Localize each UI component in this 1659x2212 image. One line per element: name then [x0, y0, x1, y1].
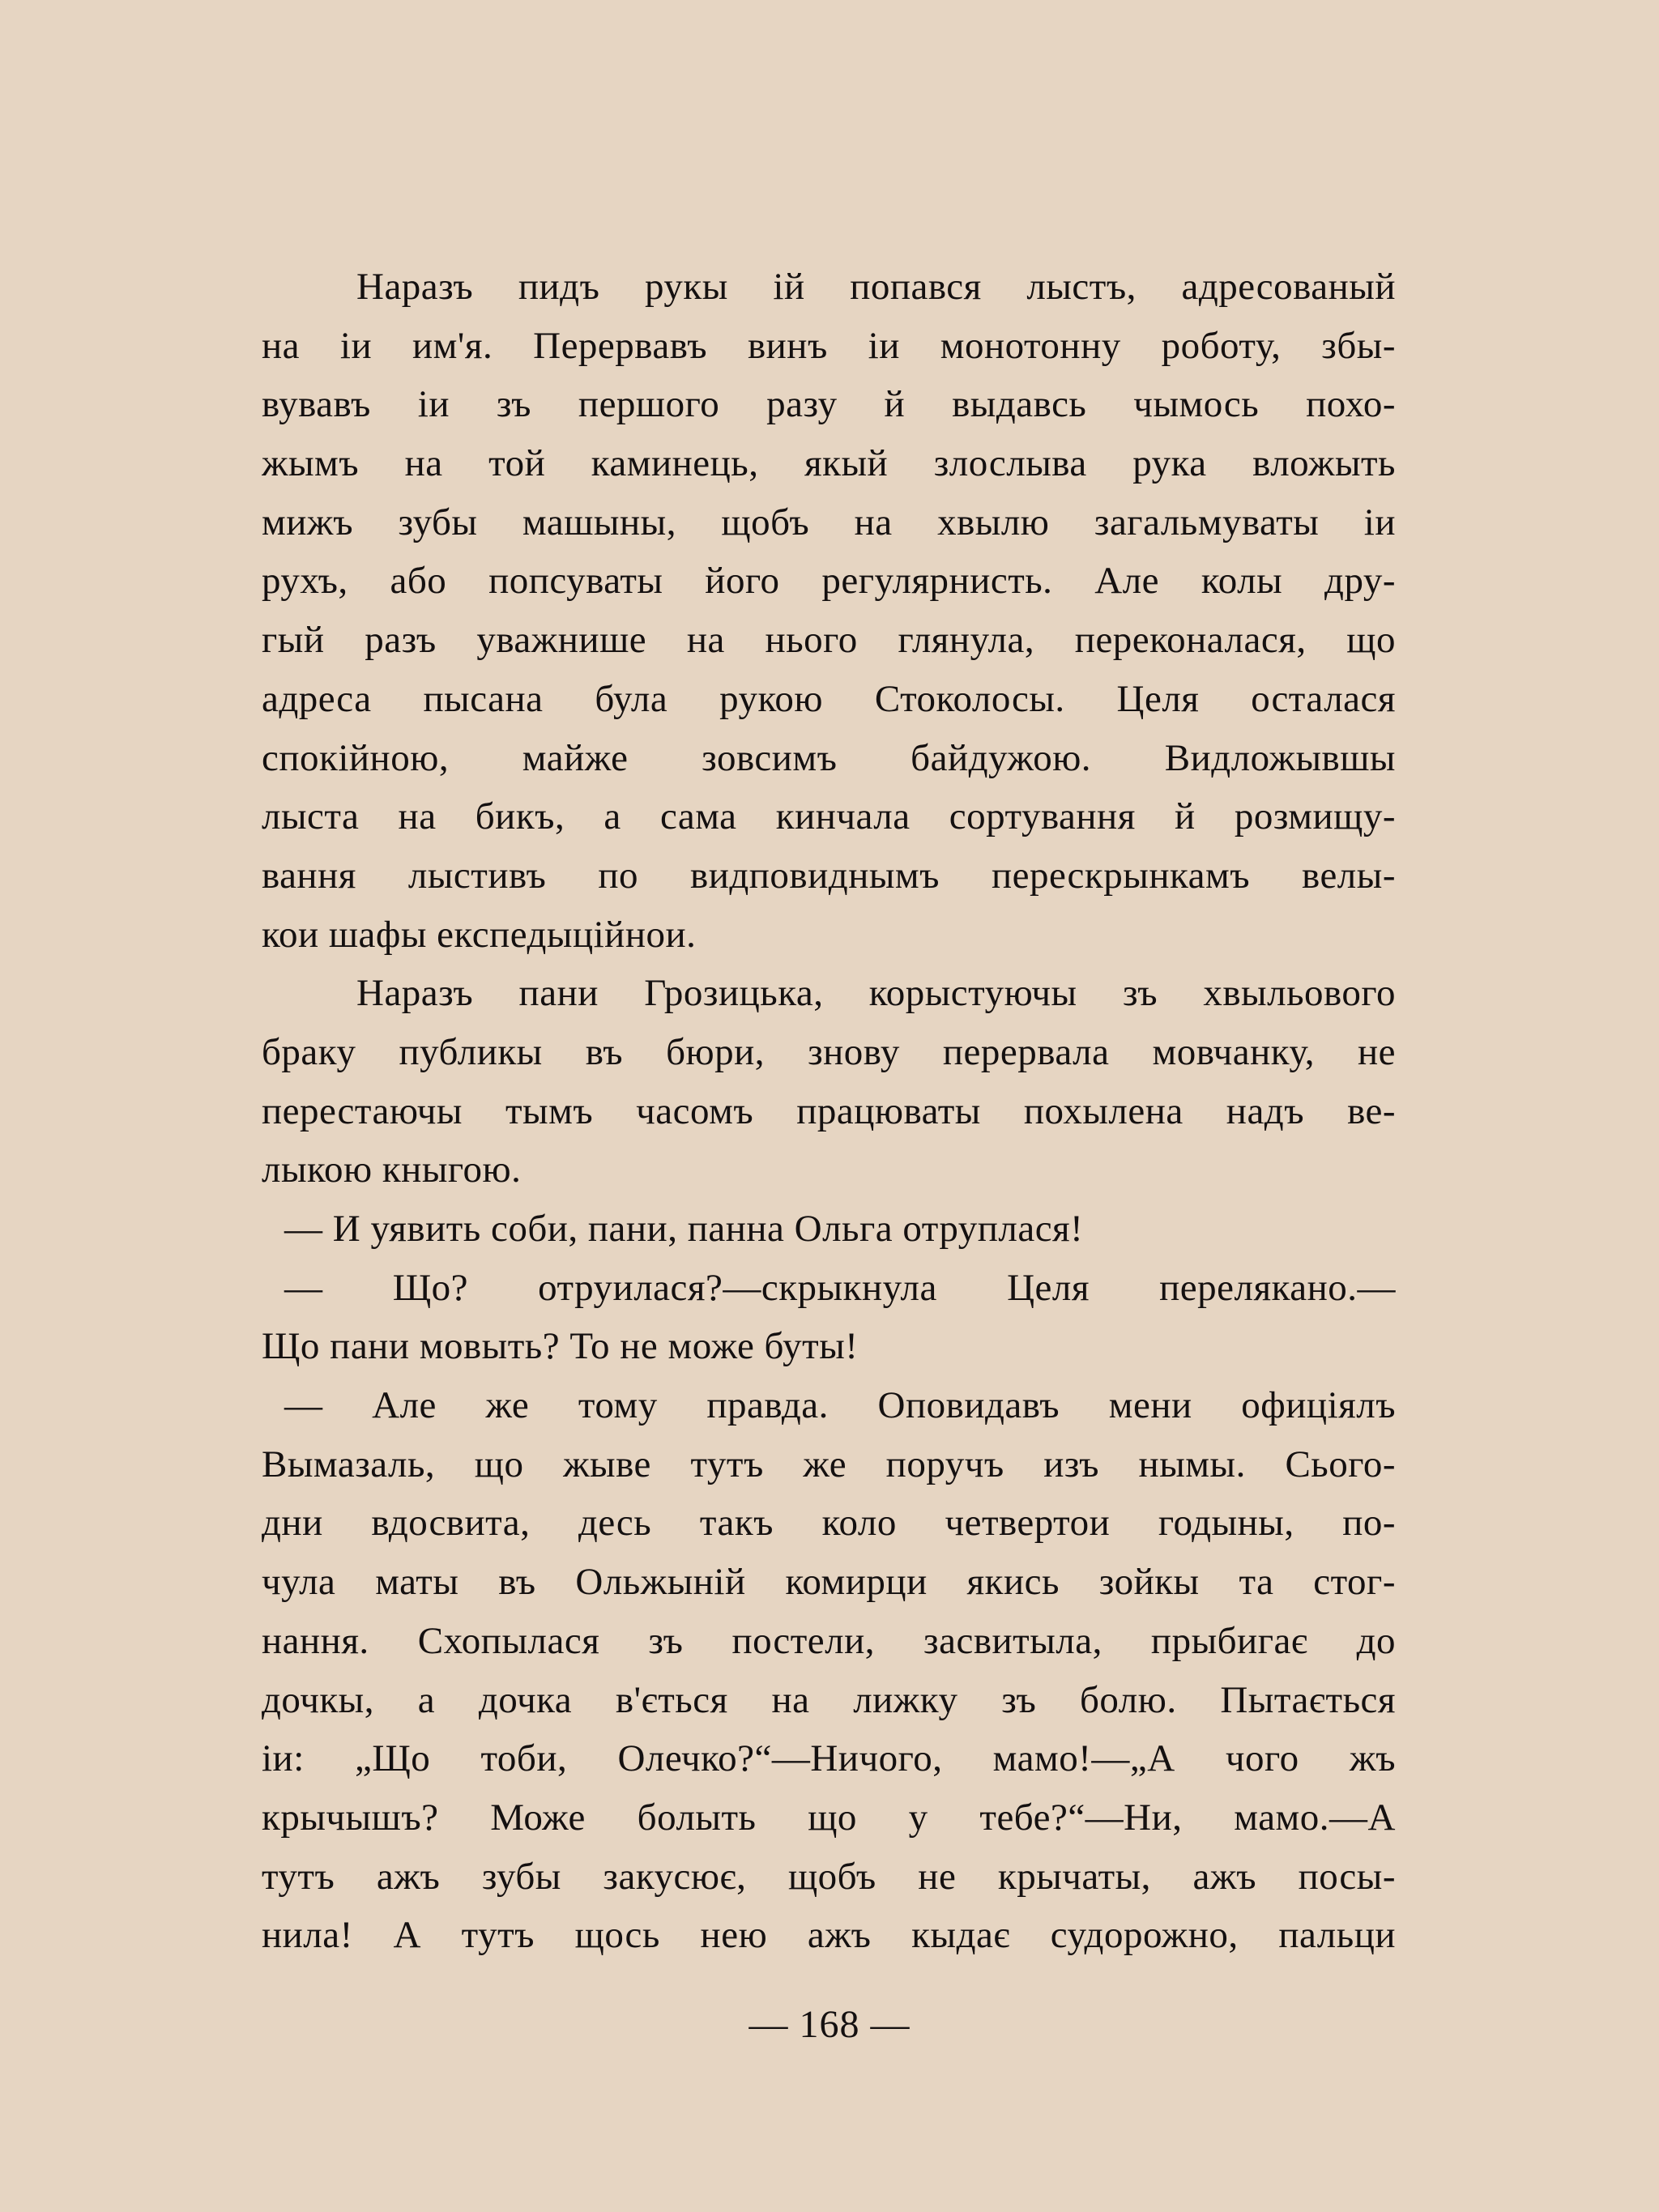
text-line: — Але же тому правда. Оповидавъ мени офицiялъ [284, 1384, 1396, 1427]
body-text [262, 258, 1396, 1965]
text-line: дни вдосвита, десь такъ коло четвертои годыны, по- [262, 1502, 1396, 1545]
text-line: гый разъ уважнише на нього глянула, переконалася, що [262, 619, 1396, 662]
text-line: адреса пысана була рукою Стоколосы. Целя осталася [262, 677, 1396, 720]
text-line: нання. Схопылася зъ постели, засвитыла, прыбигає до [262, 1619, 1396, 1662]
text-line: жымъ на той каминець, якый злослыва рука вложыть [262, 442, 1396, 485]
text-line: браку публикы въ бюри, знову перервала мовчанку, не [262, 1030, 1396, 1073]
text-line: Наразъ пани Грозицька, корыстуючы зъ хвыльового [356, 972, 1396, 1015]
text-line: перестаючы тымъ часомъ працюваты похылена надъ ве- [262, 1089, 1396, 1132]
text-line: — Що? отруилася?—скрыкнула Целя переляканo.— [284, 1266, 1396, 1309]
text-line: тутъ ажъ зубы закусює, щобъ не крычаты, ажъ посы- [262, 1855, 1396, 1898]
page-number: — 168 — [748, 2003, 911, 2046]
text-line: на іи им'я. Перервавъ винъ іи монотонну роботу, збы- [262, 324, 1396, 367]
text-line: Вымазаль, що жыве тутъ же поручъ изъ нымы. Сього- [262, 1443, 1396, 1485]
text-line: вання лыстивъ по видповиднымъ перескрынкамъ велы- [262, 854, 1396, 897]
text-line: іи: „Що тоби, Олечко?“—Ничого, мамо!—„А чого жъ [262, 1737, 1396, 1780]
text-line: — И уявить соби, пани, панна Ольга отруплася! [284, 1208, 1084, 1250]
text-line: нила! А тутъ щось нею ажъ кыдає судорожно, пальци [262, 1914, 1396, 1957]
text-line: мижъ зубы машыны, щобъ на хвылю загальмуваты іи [262, 501, 1396, 543]
text-line: лыста на бикъ, а сама кинчала сортування й розмищу- [262, 795, 1396, 838]
text-line: чула маты въ Ольжыній комирци якись зойкы та стог- [262, 1561, 1396, 1604]
text-line: вувавъ іи зъ першого разу й выдавсь чымось похо- [262, 383, 1396, 426]
text-line: кои шафы експедыційнои. [262, 913, 697, 956]
text-line: лыкою кныгою. [262, 1149, 522, 1191]
text-line: Наразъ пидъ рукы ій попався лыстъ, адресованый [356, 266, 1396, 308]
text-line: спокійною, майже зовсимъ байдужою. Видложывшы [262, 736, 1396, 779]
text-line: крычышъ? Може болыть що у тебе?“—Ни, мамо.—А [262, 1796, 1396, 1839]
text-line: дочкы, а дочка в'ється на лижку зъ болю. Пытається [262, 1678, 1396, 1721]
text-line: рухъ, або попсуваты його регулярнисть. Але колы дру- [262, 560, 1396, 603]
text-line: Що пани мовыть? То не може буты! [262, 1325, 859, 1368]
